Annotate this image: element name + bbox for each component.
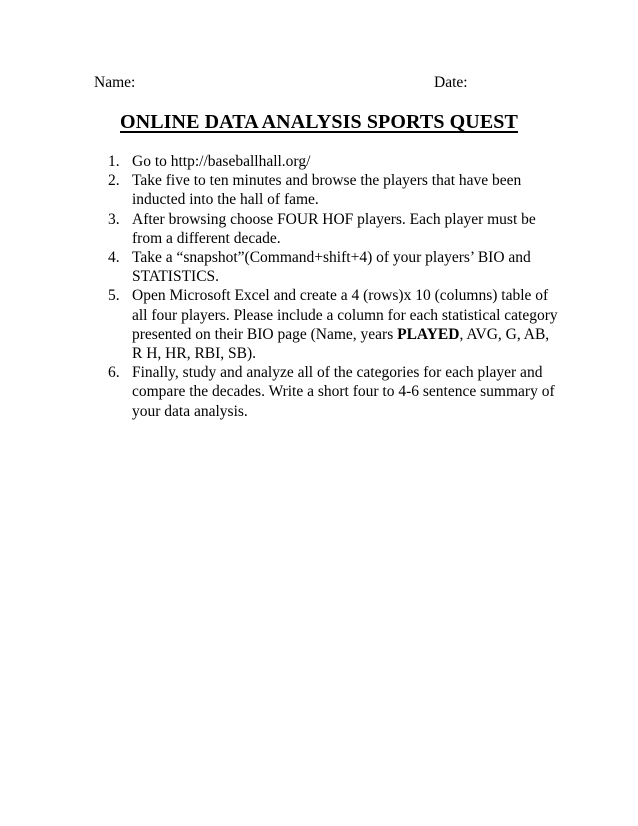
- step-text-before: Open Microsoft Excel and create a 4 (rows)x 10 (columns) table of all four players. Please include a column for each statistical category presented on their BIO page (Name, years: [132, 287, 558, 343]
- instruction-list: [108, 152, 558, 421]
- step-text-after: , AVG, G, AB, R H, HR, RBI, SB).: [132, 325, 550, 363]
- step-number: 2.: [108, 172, 120, 190]
- name-label: Name:: [94, 74, 136, 91]
- step-number: 3.: [108, 210, 120, 228]
- step-text: [132, 287, 558, 362]
- step-number: 5.: [108, 287, 120, 305]
- step-text: After browsing choose FOUR HOF players. Each player must be from a different decade.: [132, 210, 536, 247]
- step-text: Go to http://baseballhall.org/: [132, 153, 311, 170]
- list-item: [108, 152, 558, 171]
- list-item: [108, 363, 558, 421]
- step-number: 6.: [108, 364, 120, 382]
- date-label: Date:: [434, 74, 468, 91]
- list-item: [108, 248, 558, 286]
- step-text: Finally, study and analyze all of the categories for each player and compare the decades. Write a short four to 4-6 sentence summary of your data analysis.: [132, 364, 555, 420]
- step-number: 4.: [108, 249, 120, 267]
- page-title: ONLINE DATA ANALYSIS SPORTS QUEST: [120, 111, 518, 133]
- list-item: [108, 210, 558, 248]
- list-item: [108, 286, 558, 363]
- step-number: 1.: [108, 153, 120, 170]
- step-text: Take five to ten minutes and browse the players that have been inducted into the hall of fame.: [132, 172, 522, 209]
- step-text-bold: PLAYED: [397, 325, 460, 343]
- step-text: Take a “snapshot”(Command+shift+4) of your players’ BIO and STATISTICS.: [132, 249, 531, 286]
- list-item: [108, 171, 558, 209]
